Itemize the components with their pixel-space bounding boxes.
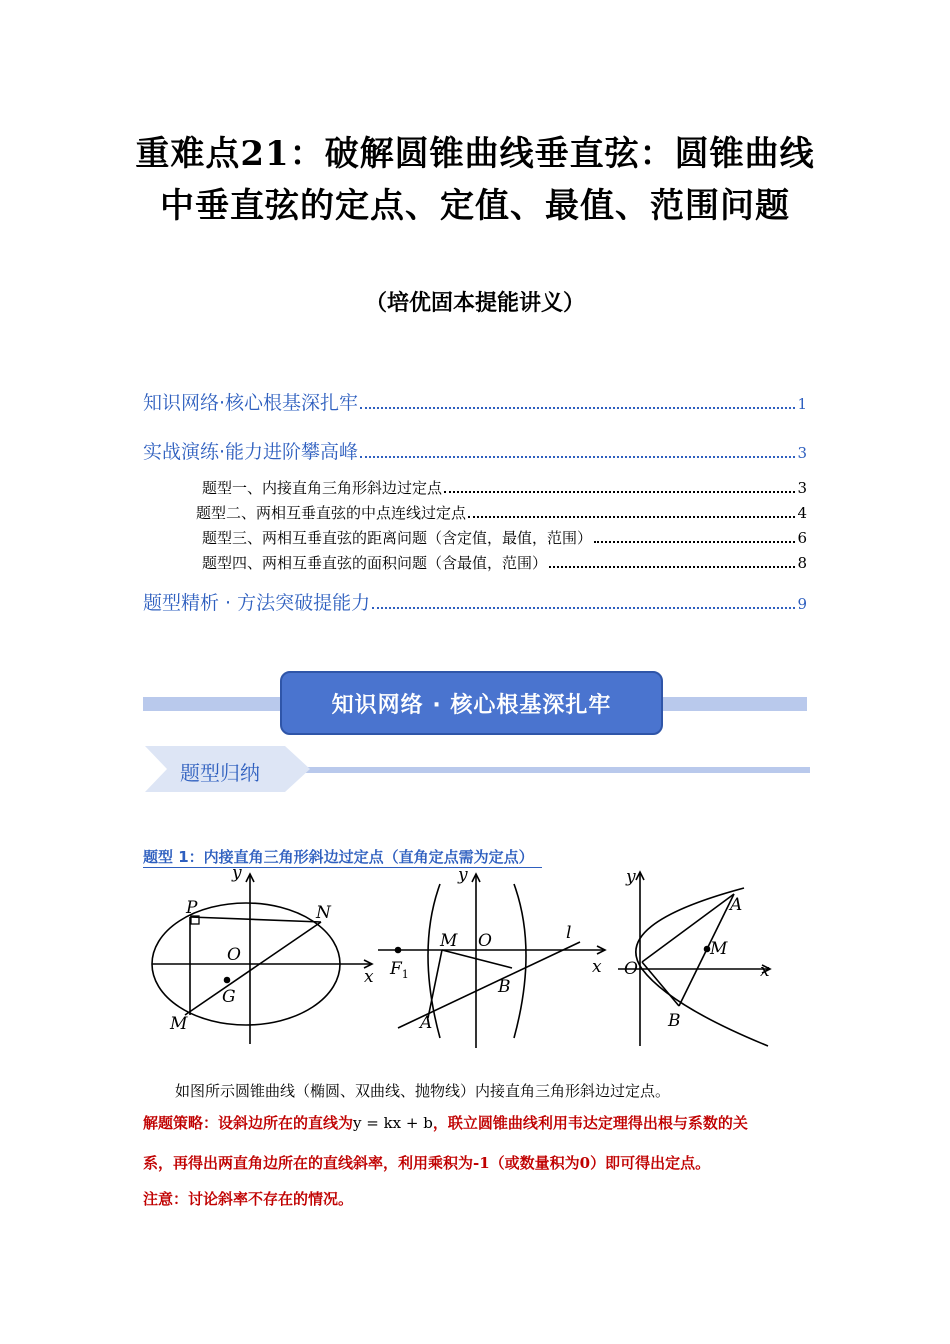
toc-leader-dots <box>594 540 795 543</box>
hyperbola-figure <box>378 874 605 1048</box>
hyperbola-label-a: A <box>420 1013 433 1033</box>
ellipse-label-p: P <box>186 898 198 918</box>
toc-item-page: 8 <box>797 554 807 572</box>
parabola-label-b: B <box>668 1011 681 1031</box>
parabola-label-a: A <box>730 895 743 915</box>
toc-item-label: 题型三、两相互垂直弦的距离问题（含定值，最值，范围） <box>202 529 593 547</box>
hyperbola-label-m: M <box>440 931 458 951</box>
parabola-label-y: y <box>626 867 636 887</box>
toc-item-type-2[interactable] <box>196 502 807 523</box>
parabola-label-o: O <box>624 959 638 979</box>
ellipse-label-x: x <box>364 967 374 987</box>
toc-item-page: 3 <box>797 444 807 462</box>
type-1-heading: 题型 1：内接直角三角形斜边过定点（直角定点需为定点） <box>143 846 542 868</box>
conic-figures <box>140 866 780 1056</box>
section-tab-label: 题型归纳 <box>180 761 260 785</box>
toc-item-page: 3 <box>797 479 807 497</box>
hyperbola-label-x: x <box>592 957 602 977</box>
toc-leader-dots <box>360 455 795 458</box>
tab-rule <box>300 767 810 773</box>
toc-item-practice[interactable] <box>143 437 807 464</box>
strategy-line-2: 系，再得出两直角边所在的直线斜率，利用乘积为-1（或数量积为0）即可得出定点。 <box>143 1154 711 1172</box>
strategy-line-1 <box>143 1112 807 1133</box>
toc-leader-dots <box>360 406 795 409</box>
hyperbola-label-b: B <box>498 977 511 997</box>
ellipse-label-n: N <box>316 903 331 923</box>
toc-item-label: 实战演练·能力进阶攀高峰 <box>143 441 359 463</box>
parabola-label-x: x <box>760 961 770 981</box>
toc-item-page: 9 <box>797 595 807 613</box>
toc-item-label: 题型精析 · 方法突破提能力 <box>143 592 371 614</box>
figure-description: 如图所示圆锥曲线（椭圆、双曲线、抛物线）内接直角三角形斜边过定点。 <box>175 1082 671 1100</box>
toc-item-type-1[interactable] <box>202 477 807 498</box>
section-banner: 知识网络 · 核心根基深扎牢 <box>280 671 663 735</box>
toc-leader-dots <box>549 565 795 568</box>
toc-item-knowledge-network[interactable] <box>143 388 807 415</box>
hyperbola-label-l: l <box>566 923 572 943</box>
toc-leader-dots <box>468 515 795 518</box>
toc-item-label: 题型四、两相互垂直弦的面积问题（含最值，范围） <box>202 554 548 572</box>
ellipse-label-o: O <box>227 945 241 965</box>
toc-item-label: 知识网络·核心根基深扎牢 <box>143 392 359 414</box>
strategy-formula: y = kx + b <box>353 1114 433 1132</box>
parabola-label-m: M <box>710 939 728 959</box>
toc-item-method-analysis[interactable] <box>143 588 807 615</box>
toc-item-type-4[interactable] <box>202 552 807 573</box>
ellipse-label-g: G <box>222 987 236 1007</box>
hyperbola-label-o: O <box>478 931 492 951</box>
page-subtitle: （培优固本提能讲义） <box>364 290 585 316</box>
hyperbola-label-f1: $F_1$ <box>390 959 409 981</box>
toc-item-page: 4 <box>797 504 807 522</box>
toc-item-label: 题型一、内接直角三角形斜边过定点 <box>202 479 443 497</box>
ellipse-label-m: M <box>170 1014 188 1034</box>
toc-leader-dots <box>372 606 795 609</box>
toc-leader-dots <box>444 490 795 493</box>
page-title: 重难点21：破解圆锥曲线垂直弦：圆锥曲线中垂直弦的定点、定值、最值、范围问题 <box>135 134 815 226</box>
strategy-note: 注意：讨论斜率不存在的情况。 <box>143 1190 354 1208</box>
toc-item-label: 题型二、两相互垂直弦的中点连线过定点 <box>196 504 467 522</box>
toc-item-page: 6 <box>797 529 807 547</box>
strategy-line-1-rest: ，联立圆锥曲线利用韦达定理得出根与系数的关 <box>432 1114 748 1132</box>
hyperbola-label-y: y <box>458 866 468 885</box>
ellipse-label-y: y <box>232 866 242 883</box>
toc-item-page: 1 <box>797 395 807 413</box>
strategy-prefix: 解题策略：设斜边所在的直线为 <box>143 1114 354 1132</box>
parabola-figure <box>618 872 770 1046</box>
toc-item-type-3[interactable] <box>202 527 807 548</box>
